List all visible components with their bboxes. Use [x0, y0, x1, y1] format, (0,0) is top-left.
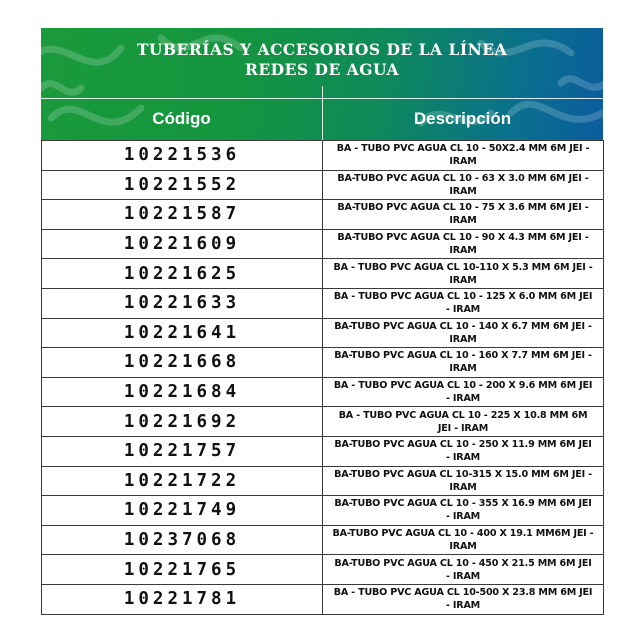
table-row — [42, 436, 604, 466]
product-description — [323, 496, 604, 526]
table-row — [42, 496, 604, 526]
product-table — [41, 140, 604, 615]
table-row — [42, 377, 604, 407]
product-description-text: BA-TUBO PVC AGUA CL 10 - 250 X 11.9 MM 6M JEI - IRAM — [334, 439, 592, 464]
product-description — [323, 170, 604, 200]
product-code: 10221692 — [42, 407, 323, 437]
table-row — [42, 170, 604, 200]
product-description — [323, 318, 604, 348]
product-code: 10237068 — [42, 525, 323, 555]
table-row — [42, 200, 604, 230]
product-code: 10221609 — [42, 229, 323, 259]
table-row — [42, 288, 604, 318]
product-code: 10221552 — [42, 170, 323, 200]
product-description-text: BA - TUBO PVC AGUA CL 10 - 200 X 9.6 MM 6M JEI - IRAM — [333, 380, 593, 405]
product-code: 10221765 — [42, 555, 323, 585]
product-code: 10221633 — [42, 288, 323, 318]
table-row — [42, 318, 604, 348]
table-header — [41, 28, 603, 140]
product-description — [323, 407, 604, 437]
product-description — [323, 229, 604, 259]
product-description-text: BA-TUBO PVC AGUA CL 10 - 140 X 6.7 MM 6M JEI - IRAM — [334, 320, 592, 345]
product-description — [323, 525, 604, 555]
title-line-1: TUBERÍAS Y ACCESORIOS DE LA LÍNEA — [136, 40, 508, 59]
product-description — [323, 377, 604, 407]
product-description — [323, 584, 604, 614]
product-description-text: BA-TUBO PVC AGUA CL 10 - 400 X 19.1 MM6M JEI - IRAM — [332, 528, 594, 553]
product-description-text: BA-TUBO PVC AGUA CL 10 - 75 X 3.6 MM 6M JEI - IRAM — [337, 202, 589, 227]
product-description — [323, 555, 604, 585]
product-description-text: BA-TUBO PVC AGUA CL 10 - 90 X 4.3 MM 6M JEI - IRAM — [337, 232, 589, 257]
column-header-code: Código — [152, 109, 211, 128]
product-description — [323, 436, 604, 466]
product-table-card — [41, 28, 603, 615]
table-row — [42, 348, 604, 378]
product-code: 10221536 — [42, 141, 323, 171]
product-description — [323, 259, 604, 289]
table-row — [42, 229, 604, 259]
product-description-text: BA-TUBO PVC AGUA CL 10 - 355 X 16.9 MM 6M JEI - IRAM — [334, 498, 592, 523]
title-line-2: REDES DE AGUA — [244, 60, 400, 79]
product-description-text: BA-TUBO PVC AGUA CL 10 - 450 X 21.5 MM 6M JEI - IRAM — [334, 557, 592, 582]
column-header-description: Descripción — [413, 109, 512, 128]
product-description — [323, 466, 604, 496]
product-description — [323, 141, 604, 171]
product-description-text: BA - TUBO PVC AGUA CL 10 - 50X2.4 MM 6M JEI - IRAM — [336, 143, 590, 168]
product-code: 10221722 — [42, 466, 323, 496]
product-code: 10221587 — [42, 200, 323, 230]
product-description-text: BA-TUBO PVC AGUA CL 10 - 160 X 7.7 MM 6M JEI - IRAM — [334, 350, 592, 375]
product-description — [323, 288, 604, 318]
product-code: 10221757 — [42, 436, 323, 466]
product-code: 10221684 — [42, 377, 323, 407]
product-description — [323, 348, 604, 378]
product-code: 10221668 — [42, 348, 323, 378]
product-description-text: BA-TUBO PVC AGUA CL 10 - 63 X 3.0 MM 6M JEI - IRAM — [337, 172, 589, 197]
product-code: 10221641 — [42, 318, 323, 348]
product-description — [323, 200, 604, 230]
product-description-text: BA - TUBO PVC AGUA CL 10-500 X 23.8 MM 6M JEI - IRAM — [333, 587, 593, 612]
product-code: 10221625 — [42, 259, 323, 289]
table-row — [42, 555, 604, 585]
product-code: 10221749 — [42, 496, 323, 526]
table-row — [42, 466, 604, 496]
table-row — [42, 407, 604, 437]
product-code: 10221781 — [42, 584, 323, 614]
page-title — [41, 40, 603, 80]
table-row — [42, 525, 604, 555]
product-description-text: BA - TUBO PVC AGUA CL 10 - 125 X 6.0 MM 6M JEI - IRAM — [333, 291, 593, 316]
table-row — [42, 584, 604, 614]
product-description-text: BA - TUBO PVC AGUA CL 10-110 X 5.3 MM 6M JEI - IRAM — [333, 261, 593, 286]
table-row — [42, 141, 604, 171]
product-description-text: BA-TUBO PVC AGUA CL 10-315 X 15.0 MM 6M JEI - IRAM — [334, 468, 592, 493]
product-description-text: BA - TUBO PVC AGUA CL 10 - 225 X 10.8 MM 6M JEI - IRAM — [338, 409, 588, 434]
table-row — [42, 259, 604, 289]
